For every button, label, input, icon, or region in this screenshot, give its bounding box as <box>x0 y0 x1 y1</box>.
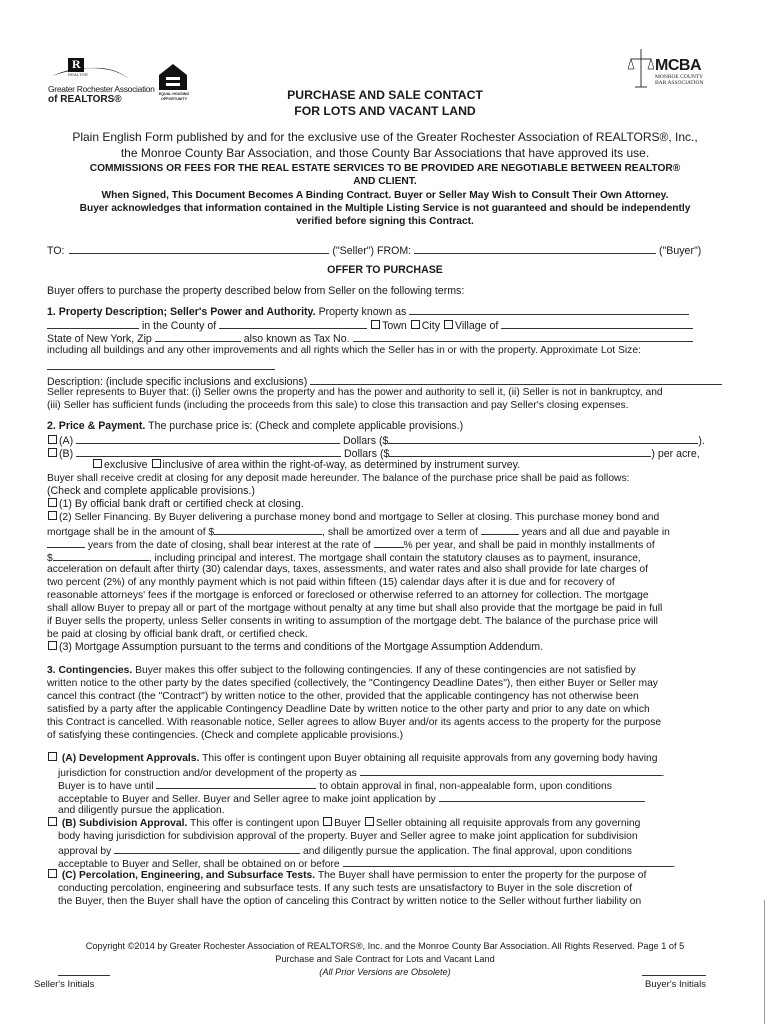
s2-credit: Buyer shall receive credit at closing for any deposit made hereunder. The balance of the purchase price shall be paid as follows: <box>47 473 630 484</box>
subdivision-seller-checkbox[interactable] <box>365 817 374 826</box>
price-a-end: ). <box>698 435 705 447</box>
buyer-initials-field[interactable] <box>642 975 706 976</box>
price-a-dollars-label: Dollars ($ <box>343 435 389 447</box>
to-label: TO: <box>47 245 65 257</box>
s2-intro: The purchase price is: (Check and complete applicable provisions.) <box>148 420 464 432</box>
seller-initials-label: Seller's Initials <box>34 979 95 990</box>
contingency-a-text3: to obtain approval in final, non-appealable form, upon conditions <box>319 781 612 792</box>
footer-form-name: Purchase and Sale Contract for Lots and Vacant Land <box>275 954 495 964</box>
price-a-label: (A) <box>59 435 74 447</box>
page-title: PURCHASE AND SALE CONTACT <box>287 88 483 102</box>
subdivision-buyer-checkbox[interactable] <box>323 817 332 826</box>
mls-notice-line2: verified before signing this Contract. <box>296 216 474 227</box>
contingency-a-text1: This offer is contingent upon Buyer obtaining all requisite approvals from any governing body having <box>202 753 658 764</box>
s3-heading: 3. Contingencies. <box>47 665 133 676</box>
price-b-label: (B) <box>59 448 74 460</box>
contingency-b-line2: body having jurisdiction for subdivision approval of the property. Buyer and Seller agree to make joint application for subdivision <box>58 831 638 842</box>
realtor-swoosh-icon <box>48 56 138 80</box>
price-b-checkbox[interactable] <box>48 448 57 457</box>
municipality-field[interactable] <box>47 318 139 329</box>
s1-heading: 1. Property Description; Seller's Power and Authority. <box>47 306 316 318</box>
buyer-label: ("Buyer") <box>659 245 702 257</box>
contingency-b-checkbox[interactable] <box>48 817 57 826</box>
commissions-line1: COMMISSIONS OR FEES FOR THE REAL ESTATE SERVICES TO BE PROVIDED ARE NEGOTIABLE BETWEEN REALTOR® <box>89 163 681 174</box>
payment-2-g: reasonable attorneys' fees if the mortgage is enforced or foreclosed or otherwise referred to an attorney for collection. The mortgage <box>47 590 649 601</box>
seller-name-field[interactable] <box>69 243 329 254</box>
payment-3-line <box>47 641 543 654</box>
tax-number-field[interactable] <box>353 331 693 342</box>
contingency-b-text1-end: Seller obtaining all requisite approvals from any governing <box>375 818 641 829</box>
exclusive-label: exclusive <box>104 459 148 471</box>
zip-field[interactable] <box>155 331 241 342</box>
approval-deadline-field[interactable] <box>156 778 316 789</box>
contingency-a-line1 <box>47 752 658 765</box>
s2-check: (Check and complete applicable provisions.) <box>47 485 255 497</box>
binding-contract-notice: When Signed, This Document Becomes A Binding Contract. Buyer or Seller May Wish to Consult Their Own Attorney. <box>101 190 669 201</box>
payment-2-e: acceleration on default after thirty (30) calendar days, taxes, assessments, and water rates and also shall provide for late charges of <box>47 564 648 575</box>
s1-including: including all buildings and any other improvements and all rights which the Seller has in or with the property. Approximate Lot Size: <box>47 345 641 356</box>
mcba-title: MCBA <box>655 57 701 74</box>
contingency-a-line5: and diligently pursue the application. <box>58 805 225 816</box>
village-label: Village of <box>454 320 499 332</box>
contingency-b-text3: and diligently pursue the application. The final approval, upon conditions <box>302 846 632 857</box>
contingency-b-approval-label: approval by <box>58 846 112 857</box>
payment-3-label: (3) Mortgage Assumption pursuant to the terms and conditions of the Mortgage Assumption Addendum. <box>59 641 544 653</box>
offer-heading: OFFER TO PURCHASE <box>327 264 443 276</box>
s3-line1 <box>47 664 636 677</box>
footer-copyright: Copyright ©2014 by Greater Rochester Association of REALTORS®, Inc. and the Monroe County Bar Association. All Rights Reserved. Page 1 of 5 <box>85 941 685 951</box>
mortgage-amount-field[interactable] <box>214 524 322 535</box>
s3-line4: satisfied by a party after the applicable Contingency Deadline Date by written notice to the other party and prior to any date on which <box>47 704 650 715</box>
subdivision-buyer-label: Buyer <box>334 818 362 829</box>
payment-3-checkbox[interactable] <box>48 641 57 650</box>
installment-dollar-sign: $ <box>47 553 53 564</box>
s1-represents2: (iii) Seller has sufficient funds (including the proceeds from this sale) to close this transaction and pay Seller's closing expenses. <box>47 400 629 411</box>
payment-2-text: (2) Seller Financing. By Buyer delivering a purchase money bond and mortgage to Seller at closing. This purchase money bond and <box>59 512 660 523</box>
town-checkbox[interactable] <box>371 320 380 329</box>
price-b-words-field[interactable] <box>76 446 341 457</box>
contingency-a-text4: acceptable to Buyer and Seller. Buyer and Seller agree to make joint application by <box>58 794 436 805</box>
s3-l1-text: Buyer makes this offer subject to the following contingencies. If any of these contingencies are not satisfied by <box>135 665 636 676</box>
commissions-line2: AND CLIENT. <box>353 176 417 187</box>
description-label: Description: (include specific inclusions and exclusions) <box>47 376 308 388</box>
amortization-term-field[interactable] <box>481 524 519 535</box>
buyer-initials-label: Buyer's Initials <box>645 979 706 990</box>
subdivision-application-date-field[interactable] <box>114 843 300 854</box>
payment-2-j: be paid at closing by official bank draft, or certified check. <box>47 629 308 640</box>
city-label: City <box>421 320 440 332</box>
description-field[interactable] <box>310 374 722 385</box>
payment-1-label: (1) By official bank draft or certified check at closing. <box>59 498 304 510</box>
exclusive-checkbox[interactable] <box>93 459 102 468</box>
county-label: in the County of <box>141 320 217 332</box>
contingency-b-line1 <box>47 817 640 830</box>
contingency-c-line3: the Buyer, then the Buyer shall have the option of canceling this Contract by written notice to the Seller without further liability on <box>58 896 642 907</box>
interest-rate-field[interactable] <box>374 537 404 548</box>
due-years-field[interactable] <box>47 537 85 548</box>
s1-represents1: Seller represents to Buyer that: (i) Seller owns the property and has the power and authority to sell it, (ii) Seller is not in bankruptcy, and <box>47 387 663 398</box>
equal-housing-house-icon <box>158 63 188 91</box>
mcba-line2: BAR ASSOCIATION <box>655 80 704 86</box>
seller-initials-field[interactable] <box>58 975 110 976</box>
amortized-label: , shall be amortized over a term of <box>322 527 478 538</box>
final-approval-date-field[interactable] <box>343 856 673 867</box>
equal-housing-label: EQUAL HOUSING OPPORTUNITY <box>158 92 190 101</box>
mcba-line1: MONROE COUNTY <box>655 74 704 80</box>
intro-line2: the Monroe County Bar Association, and those County Bar Associations that have approved its use. <box>120 146 650 160</box>
mcba-logo <box>628 47 728 91</box>
payment-2-f: two percent (2%) of any monthly payment which is not paid within fifteen (15) calendar days after it is due and for recovery of <box>47 577 615 588</box>
tax-label: also known as Tax No. <box>243 333 350 345</box>
inclusive-checkbox[interactable] <box>152 459 161 468</box>
seller-label: ("Seller") FROM: <box>332 245 412 257</box>
scales-of-justice-icon <box>628 47 654 91</box>
contingency-c-checkbox[interactable] <box>48 869 57 878</box>
payment-2-line <box>47 511 659 524</box>
buyer-name-field[interactable] <box>414 243 656 254</box>
contingency-a-checkbox[interactable] <box>48 752 57 761</box>
realtor-mark: R <box>72 57 81 71</box>
due-payable-label: years and all due and payable in <box>521 527 670 538</box>
s1-line1 <box>47 304 689 319</box>
footer-obsolete: (All Prior Versions are Obsolete) <box>319 967 451 977</box>
payment-2-checkbox[interactable] <box>48 511 57 520</box>
contingency-b-heading: (B) Subdivision Approval. <box>61 818 188 829</box>
payment-1-checkbox[interactable] <box>48 498 57 507</box>
lot-size-field[interactable] <box>47 369 275 370</box>
s2-heading-line <box>47 420 463 433</box>
area-line <box>92 459 520 472</box>
parties-line <box>47 243 701 258</box>
contingency-a-heading: (A) Development Approvals. <box>61 753 200 764</box>
price-a-words-field[interactable] <box>76 433 340 444</box>
scan-edge-mark <box>764 900 765 1024</box>
joint-application-date-field[interactable] <box>439 791 645 802</box>
logo-org-line2: of REALTORS® <box>48 94 122 105</box>
contingency-b-text4: acceptable to Buyer and Seller, shall be obtained on or before <box>58 859 340 870</box>
realtor-mark-label: REALTOR <box>68 72 88 77</box>
city-checkbox[interactable] <box>411 320 420 329</box>
village-checkbox[interactable] <box>444 320 453 329</box>
page-subtitle: FOR LOTS AND VACANT LAND <box>294 104 476 118</box>
s2-heading: 2. Price & Payment. <box>47 420 146 432</box>
price-a-amount-field[interactable] <box>388 433 698 444</box>
intro-line1: Plain English Form published by and for the exclusive use of the Greater Rochester Association of REALTORS®, Inc., <box>72 130 698 144</box>
contingency-c-heading: (C) Percolation, Engineering, and Subsurface Tests. <box>61 870 316 881</box>
price-b-amount-field[interactable] <box>389 446 651 457</box>
inclusive-label: inclusive of area within the right-of-way, as determined by instrument survey. <box>162 459 521 471</box>
offer-text: Buyer offers to purchase the property described below from Seller on the following terms: <box>47 285 465 297</box>
county-field[interactable] <box>219 318 367 329</box>
s3-line2: written notice to the other party by the dates specified (collectively, the "Contingency Deadline Dates"), then either Buyer or Seller may <box>47 678 658 689</box>
principal-interest-text: , including principal and interest. The mortgage shall contain the statutory clauses as to payment, insurance, <box>148 553 641 564</box>
contingency-a-line2: jurisdiction for construction and/or development of the property as . <box>58 765 665 780</box>
price-b-dollars-label: Dollars ($ <box>344 448 390 460</box>
contingency-a-text2: jurisdiction for construction and/or development of the property as <box>58 768 357 779</box>
village-field[interactable] <box>501 318 693 329</box>
installment-amount-field[interactable] <box>53 550 149 561</box>
price-a-checkbox[interactable] <box>48 435 57 444</box>
price-b-end: ) per acre, <box>651 448 700 460</box>
s3-line6: of satisfying these contingencies. (Check and complete applicable provisions.) <box>47 730 404 741</box>
town-label: Town <box>382 320 407 332</box>
property-address-field[interactable] <box>409 304 689 315</box>
s3-line3: cancel this contract (the "Contract") by written notice to the other, provided that the applicable contingency has not otherwise been <box>47 691 639 702</box>
s3-line5: this Contract is cancelled. With reasonable notice, Seller agrees to allow Buyer and/or its agents access to the property for the purpose <box>47 717 662 728</box>
logo-org-line1: Greater Rochester Association <box>48 84 155 94</box>
payment-2-h: shall allow Buyer to prepay all or part of the mortgage without penalty at any time but shall also provide that the mortgage be paid in full <box>47 603 663 614</box>
payment-1-line <box>47 498 304 511</box>
contingency-a-until-label: Buyer is to have until <box>58 781 154 792</box>
contingency-c-text1: The Buyer shall have permission to enter the property for the purpose of <box>317 870 647 881</box>
payment-2-i: if Buyer sells the property, unless Seller consents in writing to assumption of the mortgage debt. The balance of the purchase price will <box>47 616 658 627</box>
development-purpose-field[interactable] <box>360 765 662 776</box>
known-as-label: Property known as <box>318 306 407 318</box>
mls-notice-line1: Buyer acknowledges that information contained in the Multiple Listing Service is not guaranteed and should be independently <box>79 203 691 214</box>
mortgage-amount-label: mortgage shall be in the amount of $ <box>47 527 215 538</box>
state-zip-label: State of New York, Zip <box>47 333 152 345</box>
installments-label: % per year, and shall be paid in monthly installments of <box>403 540 655 551</box>
contingency-c-line1 <box>47 869 646 882</box>
contingency-b-text1: This offer is contingent upon <box>190 818 320 829</box>
contingency-c-line2: conducting percolation, engineering and subsurface tests. If any such tests are unsatisfactory to Buyer in the sole discretion of <box>58 883 633 894</box>
interest-label: years from the date of closing, shall bear interest at the rate of <box>87 540 371 551</box>
contingency-b-line4: acceptable to Buyer and Seller, shall be obtained on or before . <box>58 856 675 871</box>
